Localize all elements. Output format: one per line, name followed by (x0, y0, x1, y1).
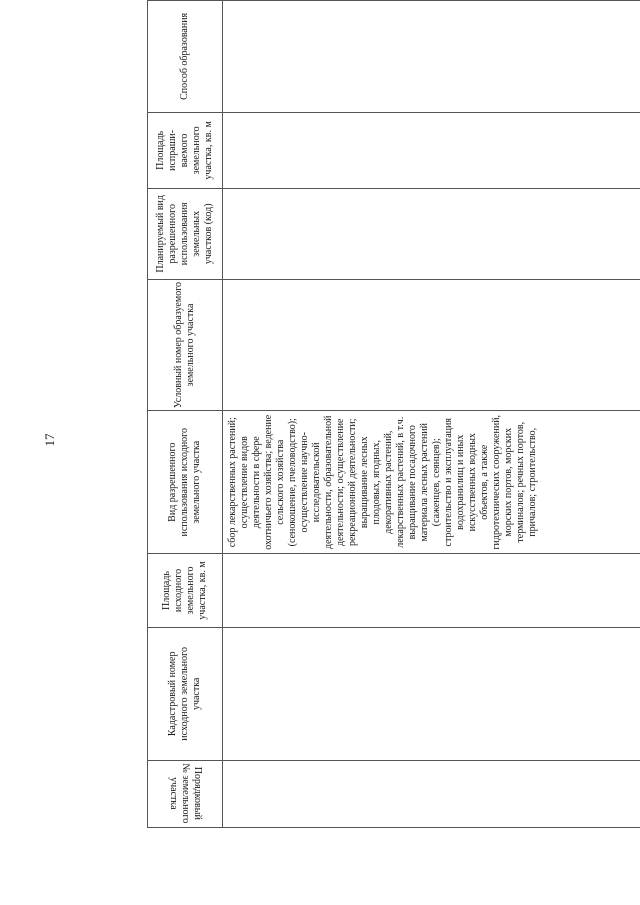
header-formation-method: Способ образования (148, 1, 223, 113)
cell-permitted-use (223, 411, 640, 554)
page-number: 17 (42, 433, 57, 447)
cell-formation-method (223, 1, 640, 113)
permitted-use-text: сбор лекарственных растений; осуществление видов деятельности в сфере охотничьего хозяйства; ведение сельского хозяйства (сенокошение, пчеловодство); осуществление научно-исследовательской деятельности, образовательной деятельности; осуществление рекреационной деятельности; выращивание лесных плодовых, ягодных, декоративных растений, лекарственных растений, в т.ч. выращивание посадочного материала лесных растений (саженцев, сеянцев); строительство и эксплуатация водохранилищ и иных искусственных водных объектов, а также гидротехнических сооружений, морских портов, морских терминалов; речных портов, причалов; строительство, (227, 414, 538, 550)
header-requested-area: Площадь испраши-ваемого земельного участка, кв. м (148, 112, 223, 188)
cell-conditional-number (223, 279, 640, 411)
cell-source-area (223, 554, 640, 628)
cell-cadastral-number (223, 628, 640, 761)
table-row (223, 1, 640, 828)
header-cadastral-number: Кадастровый номер исходного земельного участка (148, 628, 223, 761)
header-conditional-number: Условный номер образуемого земельного участка (148, 279, 223, 411)
land-plot-table (147, 0, 640, 828)
header-planned-use: Планируемый вид разрешенного использования земельных участков (код) (148, 189, 223, 280)
header-source-area: Площадь исходного земельного участка, кв. м (148, 554, 223, 628)
cell-requested-area (223, 112, 640, 188)
header-permitted-use: Вид разрешенного использования исходного земельного участка (148, 411, 223, 554)
cell-plot-number (223, 760, 640, 827)
header-plot-number: Порядковый № земельного участка (148, 760, 223, 827)
table-header-row (148, 1, 223, 828)
cell-planned-use (223, 189, 640, 280)
